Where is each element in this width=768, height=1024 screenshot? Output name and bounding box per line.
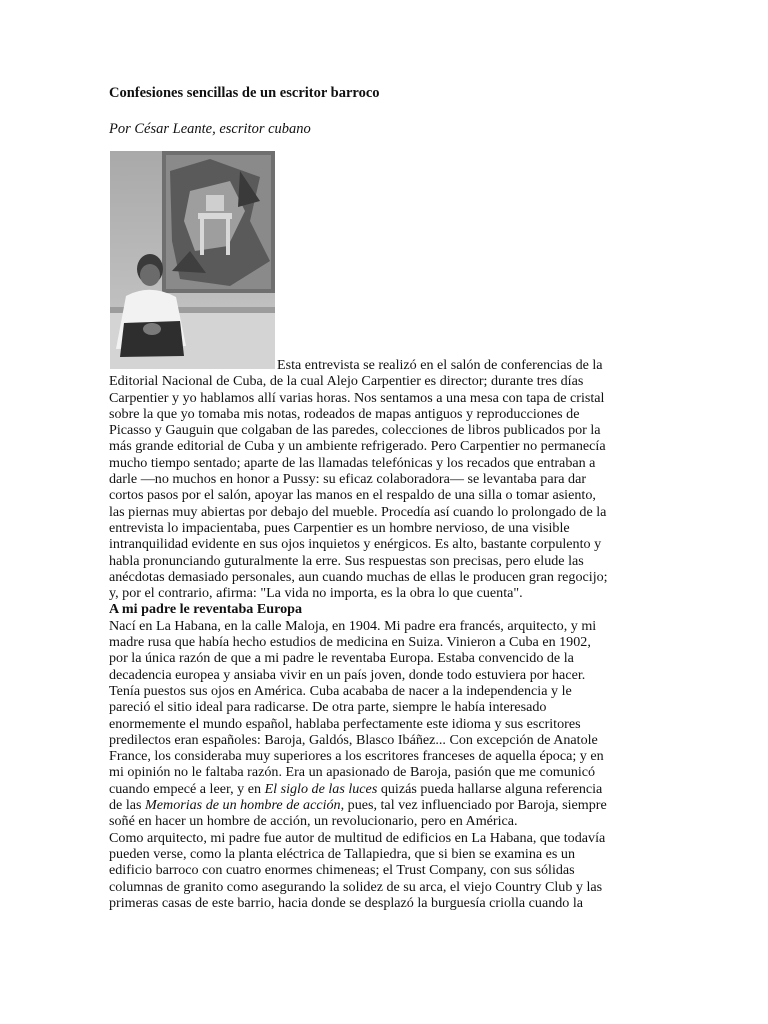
book-title-memorias: Memorias de un hombre de acción bbox=[145, 797, 341, 814]
text-line: primeras casas de este barrio, hacia donde se desplazó la burguesía criolla cuando la bbox=[109, 894, 584, 911]
document-page bbox=[109, 84, 659, 911]
text-line: columnas de granito como asegurando la solidez de su arca, el viejo Country Club y las bbox=[109, 878, 603, 895]
book-title-siglo: El siglo de las luces bbox=[264, 780, 378, 797]
text-line: sobre la que yo tomaba mis notas, rodeados de mapas antiguos y reproducciones de bbox=[109, 405, 580, 422]
text-line: mi opinión no le faltaba razón. Era un apasionado de Baroja, pasión que me comunicó bbox=[109, 764, 596, 781]
section-paragraph-2 bbox=[109, 830, 659, 911]
text-line: las piernas muy abiertas por debajo del mueble. Procedía así cuando lo prolongado de la bbox=[109, 503, 607, 520]
text-line: enormemente el mundo español, hablaba perfectamente este idioma y sus escritores bbox=[109, 715, 581, 732]
text-line: Esta entrevista se realizó en el salón de conferencias de la bbox=[277, 357, 603, 373]
text-line: Tenía puestos sus ojos en América. Cuba acababa de nacer a la independencia y le bbox=[109, 682, 572, 699]
text-line: decadencia europea y ansiaba vivir en un país joven, donde todo estuviera por hacer. bbox=[109, 666, 586, 683]
text-fragment: de las bbox=[109, 797, 146, 814]
section-heading: A mi padre le reventaba Europa bbox=[109, 601, 303, 618]
text-line: intranquilidad evidente en sus ojos inquietos y enérgicos. Es alto, bastante corpulento y bbox=[109, 536, 602, 553]
text-line: edificio barroco con cuatro enormes chimeneas; el Trust Company, con sus sólidas bbox=[109, 862, 575, 879]
text-line: madre rusa que había hecho estudios de medicina en Suiza. Vinieron a Cuba en 1902, bbox=[109, 634, 591, 651]
text-line: Como arquitecto, mi padre fue autor de multitud de edificios en La Habana, que todavía bbox=[109, 829, 606, 846]
text-line: mucho tiempo sentado; aparte de las llamadas telefónicas y los recados que entraban a bbox=[109, 454, 596, 471]
text-line: Picasso y Gauguin que colgaban de las paredes, colecciones de libros publicados por la bbox=[109, 422, 601, 439]
text-line: France, los consideraba muy superiores a los escritores franceses de aquella época; y en bbox=[109, 748, 604, 765]
text-line: Nací en La Habana, en la calle Maloja, en 1904. Mi padre era francés, arquitecto, y mi bbox=[109, 617, 597, 634]
intro-paragraph bbox=[109, 357, 659, 601]
article-byline: Por César Leante, escritor cubano bbox=[109, 121, 311, 137]
text-line: predilectos eran españoles: Baroja, Galdós, Blasco Ibáñez... Con excepción de Anatole bbox=[109, 731, 598, 748]
text-line: más grande editorial de Cuba y un ambiente refrigerado. Pero Carpentier no permanecía bbox=[109, 438, 606, 455]
text-line bbox=[109, 781, 659, 797]
text-line: habla pronunciando guturalmente la erre. Sus respuestas son precisas, pero elude las bbox=[109, 552, 584, 569]
text-line: pueden verse, como la planta eléctrica de Tallapiedra, que si bien se examina es un bbox=[109, 845, 576, 862]
text-line: soñé en hacer un hombre de acción, un revolucionario, pero en América. bbox=[109, 813, 518, 830]
text-line: Carpentier y yo hablamos allí varias horas. Nos sentamos a una mesa con tapa de cristal bbox=[109, 389, 605, 406]
text-line: pareció el sitio ideal para radicarse. De otra parte, siempre le había interesado bbox=[109, 699, 547, 716]
text-line: darle —no muchos en honor a Pussy: su eficaz colaboradora— se levantaba para dar bbox=[109, 471, 587, 488]
text-fragment: , pues, tal vez influenciado por Baroja, siempre bbox=[340, 797, 607, 814]
text-fragment: quizás pueda hallarse alguna referencia bbox=[377, 780, 603, 797]
text-line: anécdotas demasiado personales, aun cuando muchas de ellas le producen gran regocijo; bbox=[109, 568, 608, 585]
photo-writer-icon bbox=[110, 151, 275, 369]
text-line: Editorial Nacional de Cuba, de la cual Alejo Carpentier es director; durante tres días bbox=[109, 373, 584, 390]
text-line: cortos pasos por el salón, apoyar las manos en el respaldo de una silla o tomar asiento, bbox=[109, 487, 596, 504]
text-line: por la única razón de que a mi padre le reventaba Europa. Estaba convencido de la bbox=[109, 650, 574, 667]
text-line: y, por el contrario, afirma: "La vida no importa, es la obra lo que cuenta". bbox=[109, 585, 523, 602]
article-body bbox=[109, 357, 659, 911]
article-title: Confesiones sencillas de un escritor barroco bbox=[109, 85, 380, 101]
text-line: entrevista lo impacientaba, pues Carpentier es un hombre nervioso, de una visible bbox=[109, 519, 570, 536]
text-fragment: cuando empecé a leer, y en bbox=[109, 780, 265, 797]
section-paragraph-1 bbox=[109, 618, 659, 830]
text-line bbox=[109, 797, 659, 813]
photo-row bbox=[109, 151, 659, 369]
